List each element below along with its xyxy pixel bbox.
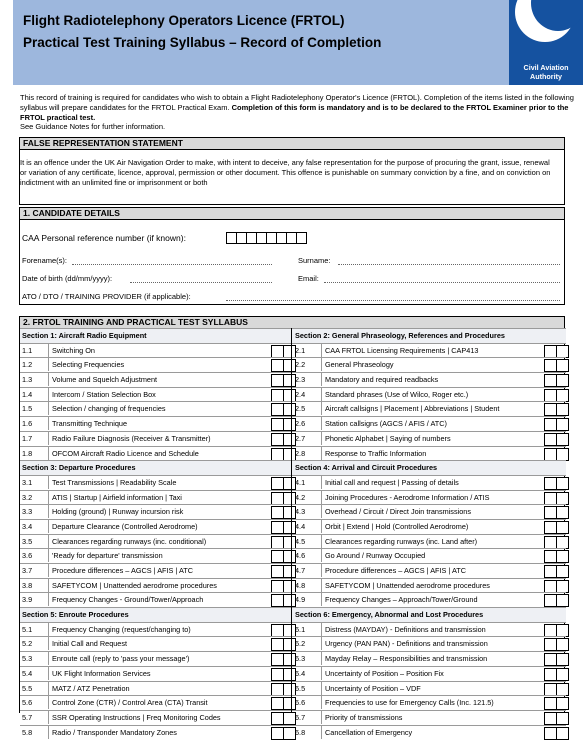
test-checkbox[interactable] bbox=[556, 565, 569, 578]
test-checkbox[interactable] bbox=[556, 374, 569, 387]
item-description: Procedure differences – AGCS | AFIS | ATC bbox=[321, 564, 540, 577]
syllabus-item bbox=[293, 387, 566, 402]
item-description: CAA FRTOL Licensing Requirements | CAP413 bbox=[321, 344, 540, 357]
item-number: 2.2 bbox=[295, 360, 306, 370]
item-description: Aircraft callsigns | Placement | Abbreviations | Student bbox=[321, 402, 540, 415]
item-number: 5.3 bbox=[22, 654, 33, 664]
item-description: Transmitting Technique bbox=[48, 417, 267, 430]
item-description: Cancellation of Emergency bbox=[321, 726, 540, 739]
caa-ref-input[interactable] bbox=[226, 232, 306, 244]
item-description: Clearances regarding runways (inc. conditional) bbox=[48, 535, 267, 548]
section-title: Section 5: Enroute Procedures bbox=[22, 610, 129, 620]
syllabus-item bbox=[20, 372, 293, 387]
syllabus-item bbox=[293, 548, 566, 563]
section-title: Section 6: Emergency, Abnormal and Lost Procedures bbox=[295, 610, 484, 620]
item-number: 4.2 bbox=[295, 492, 306, 502]
syllabus-item bbox=[20, 416, 293, 431]
test-checkbox[interactable] bbox=[556, 389, 569, 402]
item-number: 1.8 bbox=[22, 448, 33, 458]
syllabus-item bbox=[293, 446, 566, 461]
item-number: 2.7 bbox=[295, 433, 306, 443]
item-number: 5.8 bbox=[22, 727, 33, 737]
item-description: MATZ / ATZ Penetration bbox=[48, 682, 267, 695]
item-description: Standard phrases (Use of Wilco, Roger etc.) bbox=[321, 388, 540, 401]
syllabus-item bbox=[20, 563, 293, 578]
syllabus-item bbox=[293, 725, 566, 740]
item-number: 6.8 bbox=[295, 727, 306, 737]
test-checkbox[interactable] bbox=[556, 536, 569, 549]
syllabus-item bbox=[293, 504, 566, 519]
item-number: 1.6 bbox=[22, 419, 33, 429]
syllabus-item bbox=[20, 490, 293, 505]
test-checkbox[interactable] bbox=[556, 492, 569, 505]
item-description: SSR Operating Instructions | Freq Monitoring Codes bbox=[48, 711, 267, 724]
item-number: 1.7 bbox=[22, 433, 33, 443]
item-description: SAFETYCOM | Unattended aerodrome procedures bbox=[48, 579, 267, 592]
item-description: Distress (MAYDAY) - Definitions and transmission bbox=[321, 623, 540, 636]
test-checkbox[interactable] bbox=[556, 521, 569, 534]
item-description: Intercom / Station Selection Box bbox=[48, 388, 267, 401]
test-checkbox[interactable] bbox=[556, 653, 569, 666]
item-description: Switching On bbox=[48, 344, 267, 357]
caa-ref-label: CAA Personal reference number (if known): bbox=[22, 233, 186, 243]
syllabus-item bbox=[20, 548, 293, 563]
item-description: OFCOM Aircraft Radio Licence and Schedule bbox=[48, 447, 267, 460]
item-description: ATIS | Startup | Airfield information | Taxi bbox=[48, 491, 267, 504]
dob-label: Date of birth (dd/mm/yyyy): bbox=[22, 274, 113, 283]
item-description: Joining Procedures - Aerodrome Information / ATIS bbox=[321, 491, 540, 504]
item-number: 2.1 bbox=[295, 345, 306, 355]
header-banner bbox=[13, 0, 583, 85]
item-number: 4.3 bbox=[295, 507, 306, 517]
syllabus-item bbox=[20, 475, 293, 490]
syllabus-right-column bbox=[293, 328, 566, 739]
item-number: 3.2 bbox=[22, 492, 33, 502]
item-description: Frequency Changes - Ground/Tower/Approach bbox=[48, 593, 267, 606]
syllabus-item bbox=[20, 343, 293, 358]
item-number: 3.4 bbox=[22, 521, 33, 531]
item-number: 3.1 bbox=[22, 477, 33, 487]
item-number: 5.4 bbox=[22, 668, 33, 678]
syllabus-item bbox=[293, 578, 566, 593]
false-statement-text: It is an offence under the UK Air Navigation Order to make, with intent to deceive, any false representation for the purpose of procuring the grant, issue, renewal or variation of any certificate, licence, approval, permission or other document. This offence is punishable on summary conviction by a fine, and on conviction on indictment with an unlimited fine or imprisonment or both bbox=[20, 158, 551, 187]
item-number: 3.9 bbox=[22, 595, 33, 605]
surname-field[interactable] bbox=[338, 264, 560, 265]
item-description: Uncertainty of Position – VDF bbox=[321, 682, 540, 695]
section-title: Section 1: Aircraft Radio Equipment bbox=[22, 331, 147, 340]
test-checkbox[interactable] bbox=[556, 477, 569, 490]
test-checkbox[interactable] bbox=[556, 550, 569, 563]
section-title: Section 3: Departure Procedures bbox=[22, 463, 136, 473]
section-title: Section 2: General Phraseology, References and Procedures bbox=[295, 331, 505, 340]
test-checkbox[interactable] bbox=[556, 506, 569, 519]
syllabus-item bbox=[293, 401, 566, 416]
syllabus-item bbox=[20, 725, 293, 740]
item-number: 4.5 bbox=[295, 536, 306, 546]
syllabus-item bbox=[293, 431, 566, 446]
item-description: 'Ready for departure' transmission bbox=[48, 549, 267, 562]
syllabus-item bbox=[293, 357, 566, 372]
syllabus-item bbox=[20, 504, 293, 519]
item-description: Response to Traffic Information bbox=[321, 447, 540, 460]
item-description: Priority of transmissions bbox=[321, 711, 540, 724]
syllabus-item bbox=[20, 592, 293, 607]
item-number: 2.3 bbox=[295, 375, 306, 385]
item-description: Test Transmissions | Readability Scale bbox=[48, 476, 267, 489]
syllabus-item bbox=[293, 563, 566, 578]
item-number: 1.3 bbox=[22, 375, 33, 385]
item-number: 5.1 bbox=[22, 624, 33, 634]
logo-text-line1: Civil Aviation bbox=[523, 63, 569, 72]
item-number: 2.6 bbox=[295, 419, 306, 429]
item-description: UK Flight Information Services bbox=[48, 667, 267, 680]
test-checkbox[interactable] bbox=[556, 594, 569, 607]
test-checkbox[interactable] bbox=[556, 697, 569, 710]
item-number: 3.3 bbox=[22, 507, 33, 517]
item-description: Departure Clearance (Controlled Aerodrome) bbox=[48, 520, 267, 533]
syllabus-item bbox=[20, 401, 293, 416]
item-description: Phonetic Alphabet | Saying of numbers bbox=[321, 432, 540, 445]
syllabus-item bbox=[293, 622, 566, 637]
syllabus-item bbox=[20, 681, 293, 696]
item-description: SAFETYCOM | Unattended aerodrome procedures bbox=[321, 579, 540, 592]
section-heading bbox=[20, 328, 293, 343]
item-description: Urgency (PAN PAN) - Definitions and transmission bbox=[321, 637, 540, 650]
syllabus-item bbox=[20, 534, 293, 549]
item-description: Initial call and request | Passing of details bbox=[321, 476, 540, 489]
item-number: 1.4 bbox=[22, 389, 33, 399]
syllabus-item bbox=[293, 519, 566, 534]
syllabus-item bbox=[293, 475, 566, 490]
column-divider bbox=[291, 328, 292, 712]
ato-label: ATO / DTO / TRAINING PROVIDER (if applicable): bbox=[22, 292, 191, 301]
item-number: 6.5 bbox=[295, 683, 306, 693]
syllabus-item bbox=[293, 372, 566, 387]
item-number: 3.8 bbox=[22, 580, 33, 590]
syllabus-item bbox=[20, 431, 293, 446]
item-description: Radio / Transponder Mandatory Zones bbox=[48, 726, 267, 739]
email-label: Email: bbox=[298, 274, 319, 283]
item-number: 1.1 bbox=[22, 345, 33, 355]
item-description: Holding (ground) | Runway incursion risk bbox=[48, 505, 267, 518]
section-heading bbox=[293, 328, 566, 343]
guidance-note: See Guidance Notes for further information. bbox=[20, 122, 166, 132]
syllabus-item bbox=[293, 592, 566, 607]
candidate-details-heading: 1. CANDIDATE DETAILS bbox=[19, 207, 565, 220]
syllabus-item bbox=[293, 651, 566, 666]
item-number: 1.2 bbox=[22, 360, 33, 370]
item-description: Clearances regarding runways (inc. Land after) bbox=[321, 535, 540, 548]
section-title: Section 4: Arrival and Circuit Procedures bbox=[295, 463, 438, 473]
item-description: Mayday Relay – Responsibilities and transmission bbox=[321, 652, 540, 665]
test-checkbox[interactable] bbox=[556, 624, 569, 637]
candidate-details-box bbox=[19, 207, 565, 305]
item-description: Frequencies to use for Emergency Calls (Inc. 121.5) bbox=[321, 696, 540, 709]
item-number: 6.7 bbox=[295, 712, 306, 722]
item-description: Control Zone (CTR) / Control Area (CTA) Transit bbox=[48, 696, 267, 709]
item-number: 3.6 bbox=[22, 551, 33, 561]
test-checkbox[interactable] bbox=[556, 580, 569, 593]
caa-logo bbox=[509, 0, 583, 85]
section-heading bbox=[293, 607, 566, 622]
syllabus-item bbox=[20, 666, 293, 681]
syllabus-item bbox=[293, 343, 566, 358]
syllabus-item bbox=[20, 622, 293, 637]
item-number: 6.1 bbox=[295, 624, 306, 634]
item-number: 6.6 bbox=[295, 698, 306, 708]
section-heading bbox=[293, 460, 566, 475]
test-checkbox[interactable] bbox=[556, 727, 569, 740]
test-checkbox[interactable] bbox=[556, 345, 569, 358]
forenames-label: Forename(s): bbox=[22, 256, 68, 265]
item-number: 5.7 bbox=[22, 712, 33, 722]
syllabus-item bbox=[20, 519, 293, 534]
syllabus-heading: 2. FRTOL TRAINING AND PRACTICAL TEST SYLLABUS bbox=[19, 316, 565, 329]
form-title-line2: Practical Test Training Syllabus – Record of Completion bbox=[23, 35, 382, 50]
syllabus-item bbox=[20, 357, 293, 372]
syllabus-left-column bbox=[20, 328, 293, 739]
section-heading bbox=[20, 460, 293, 475]
forenames-field[interactable] bbox=[72, 264, 272, 265]
test-checkbox[interactable] bbox=[556, 683, 569, 696]
item-description: Uncertainty of Position – Position Fix bbox=[321, 667, 540, 680]
item-number: 5.5 bbox=[22, 683, 33, 693]
item-description: Enroute call (reply to 'pass your message') bbox=[48, 652, 267, 665]
form-title-line1: Flight Radiotelephony Operators Licence (FRTOL) bbox=[23, 13, 345, 28]
syllabus-item bbox=[20, 710, 293, 725]
test-checkbox[interactable] bbox=[556, 433, 569, 446]
ato-field[interactable] bbox=[226, 300, 560, 301]
syllabus-item bbox=[293, 695, 566, 710]
test-checkbox[interactable] bbox=[556, 638, 569, 651]
item-number: 3.5 bbox=[22, 536, 33, 546]
syllabus-item bbox=[20, 578, 293, 593]
item-description: Initial Call and Request bbox=[48, 637, 267, 650]
item-number: 6.2 bbox=[295, 639, 306, 649]
item-description: Frequency Changing (request/changing to) bbox=[48, 623, 267, 636]
item-number: 5.2 bbox=[22, 639, 33, 649]
syllabus-item bbox=[293, 681, 566, 696]
syllabus-item bbox=[293, 636, 566, 651]
item-description: Orbit | Extend | Hold (Controlled Aerodrome) bbox=[321, 520, 540, 533]
item-description: Mandatory and required readbacks bbox=[321, 373, 540, 386]
item-description: General Phraseology bbox=[321, 358, 540, 371]
item-number: 6.4 bbox=[295, 668, 306, 678]
item-description: Overhead / Circuit / Direct Join transmissions bbox=[321, 505, 540, 518]
item-number: 4.8 bbox=[295, 580, 306, 590]
item-description: Procedure differences – AGCS | AFIS | ATC bbox=[48, 564, 267, 577]
item-description: Frequency Changes – Approach/Tower/Ground bbox=[321, 593, 540, 606]
test-checkbox[interactable] bbox=[556, 403, 569, 416]
item-number: 4.4 bbox=[295, 521, 306, 531]
syllabus-item bbox=[293, 490, 566, 505]
email-field[interactable] bbox=[324, 282, 560, 283]
item-number: 3.7 bbox=[22, 566, 33, 575]
item-number: 2.4 bbox=[295, 389, 306, 399]
syllabus-item bbox=[20, 446, 293, 461]
syllabus-item bbox=[20, 636, 293, 651]
syllabus-item bbox=[293, 666, 566, 681]
item-description: Selecting Frequencies bbox=[48, 358, 267, 371]
logo-text-line2: Authority bbox=[530, 72, 562, 81]
intro-paragraph: This record of training is required for candidates who wish to obtain a Flight Radiotelephony Operator's Licence (FRTOL). Completion of the items listed in the following syllabus will prepare candidates for the FRTOL Practical Exam. Completion of this form is mandatory and is to be declared to the FRTOL Examiner prior to the FRTOL practical test. See Guidance Notes for further information. bbox=[20, 93, 574, 132]
false-statement-heading: FALSE REPRESENTATION STATEMENT bbox=[19, 137, 565, 150]
test-checkbox[interactable] bbox=[556, 448, 569, 461]
section-heading bbox=[20, 607, 293, 622]
item-description: Selection / changing of frequencies bbox=[48, 402, 267, 415]
item-description: Volume and Squelch Adjustment bbox=[48, 373, 267, 386]
test-checkbox[interactable] bbox=[556, 712, 569, 725]
item-number: 1.5 bbox=[22, 404, 33, 414]
item-number: 4.6 bbox=[295, 551, 306, 561]
item-number: 4.9 bbox=[295, 595, 306, 605]
item-number: 5.6 bbox=[22, 698, 33, 708]
item-number: 4.7 bbox=[295, 566, 306, 575]
syllabus-item bbox=[293, 416, 566, 431]
syllabus-item bbox=[293, 710, 566, 725]
test-checkbox[interactable] bbox=[556, 668, 569, 681]
test-checkbox[interactable] bbox=[556, 418, 569, 431]
syllabus-item bbox=[20, 695, 293, 710]
dob-field[interactable] bbox=[130, 282, 272, 283]
item-number: 2.5 bbox=[295, 404, 306, 414]
syllabus-item bbox=[293, 534, 566, 549]
item-description: Station callsigns (AGCS / AFIS / ATC) bbox=[321, 417, 540, 430]
item-description: Go Around / Runway Occupied bbox=[321, 549, 540, 562]
item-description: Radio Failure Diagnosis (Receiver & Transmitter) bbox=[48, 432, 267, 445]
syllabus-item bbox=[20, 387, 293, 402]
surname-label: Surname: bbox=[298, 256, 331, 265]
item-number: 4.1 bbox=[295, 477, 306, 487]
item-number: 6.3 bbox=[295, 654, 306, 664]
syllabus-item bbox=[20, 651, 293, 666]
test-checkbox[interactable] bbox=[556, 359, 569, 372]
item-number: 2.8 bbox=[295, 448, 306, 458]
